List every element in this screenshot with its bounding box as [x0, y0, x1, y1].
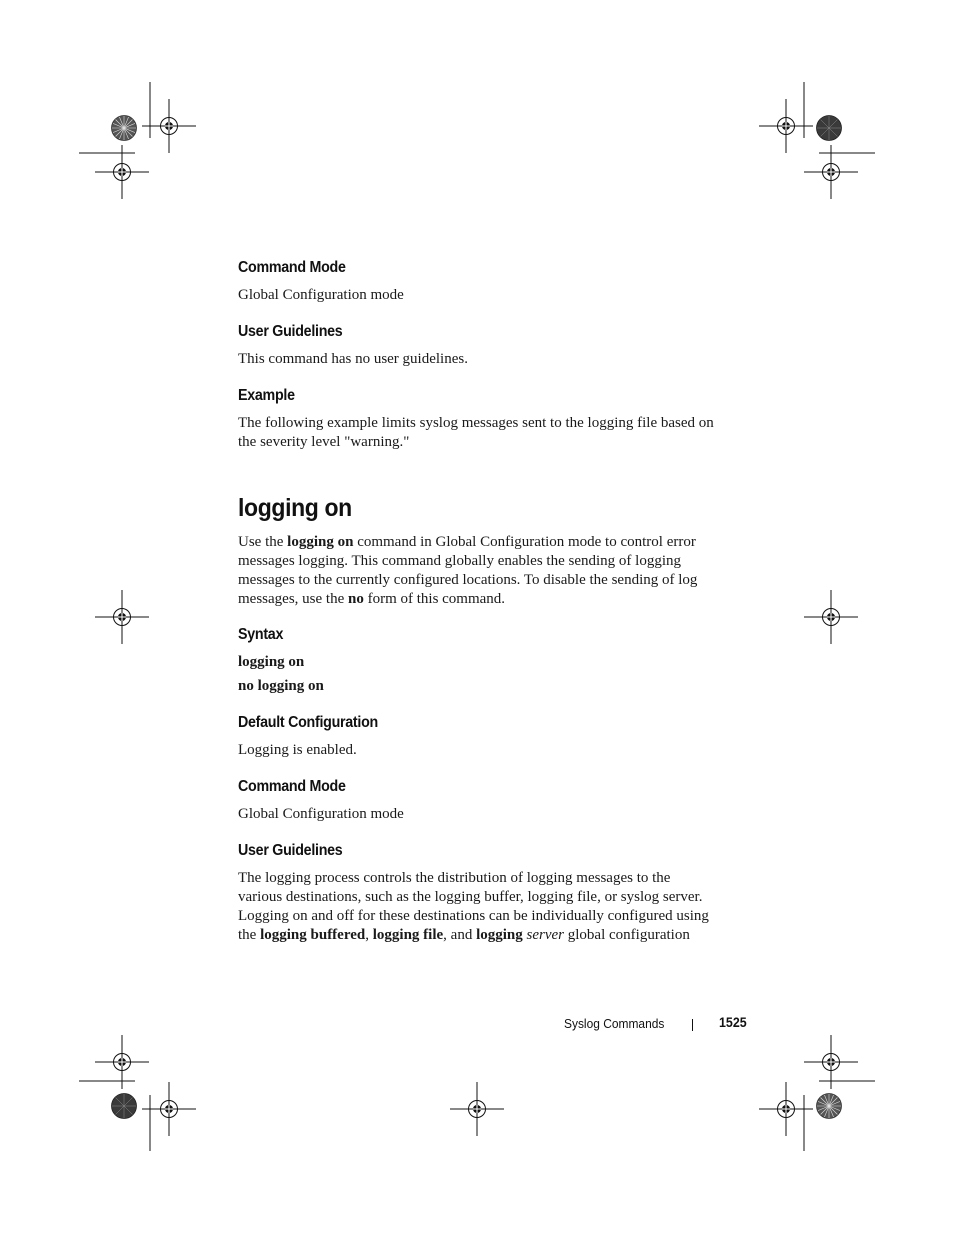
guidelines-text: The logging process controls the distribution of logging messages to the: [238, 870, 671, 886]
footer-separator: [692, 1019, 693, 1031]
intro-text: messages to the currently configured locations. To disable the sending of log: [238, 572, 698, 588]
syntax-heading: Syntax: [238, 626, 284, 643]
user-guidelines-heading: User Guidelines: [238, 842, 343, 859]
footer-section-label: Syslog Commands: [564, 1016, 665, 1031]
inline-argument: server: [526, 927, 565, 943]
guidelines-text: ,: [365, 927, 373, 943]
guidelines-text: Logging on and off for these destinations can be individually configured using: [238, 908, 709, 924]
inline-keyword-no: no: [347, 591, 364, 607]
user-guidelines-text: This command has no user guidelines.: [238, 351, 468, 367]
guidelines-text: global configuration: [564, 927, 690, 943]
page-number: 1525: [719, 1015, 747, 1030]
intro-text: Use the: [238, 534, 288, 550]
inline-command: logging file: [372, 927, 444, 943]
intro-text: messages logging. This command globally enables the sending of logging: [238, 553, 681, 569]
user-guidelines-text: [238, 869, 758, 945]
syntax-line: logging on: [238, 654, 305, 670]
command-mode-heading: Command Mode: [238, 778, 346, 795]
syntax-line: no logging on: [238, 678, 324, 694]
example-line-1: The following example limits syslog messages sent to the logging file based on: [238, 415, 714, 431]
command-mode-heading: Command Mode: [238, 259, 346, 276]
default-configuration-text: Logging is enabled.: [238, 742, 357, 758]
intro-text: command in Global Configuration mode to control error: [353, 534, 696, 550]
inline-command: logging: [476, 927, 523, 943]
inline-command: logging on: [287, 534, 354, 550]
command-title: logging on: [238, 494, 352, 522]
command-mode-text: Global Configuration mode: [238, 287, 404, 303]
intro-text: form of this command.: [363, 591, 506, 607]
guidelines-text: , and: [443, 927, 477, 943]
command-mode-text: Global Configuration mode: [238, 806, 404, 822]
command-description: [238, 533, 758, 609]
user-guidelines-heading: User Guidelines: [238, 323, 343, 340]
default-configuration-heading: Default Configuration: [238, 714, 378, 731]
guidelines-text: various destinations, such as the logging buffer, logging file, or syslog server.: [238, 889, 703, 905]
example-heading: Example: [238, 387, 295, 404]
example-line-2: the severity level "warning.": [238, 434, 410, 450]
guidelines-text: the: [238, 927, 261, 943]
example-text: [238, 414, 758, 452]
inline-command: logging buffered: [260, 927, 366, 943]
intro-text: messages, use the: [238, 591, 348, 607]
